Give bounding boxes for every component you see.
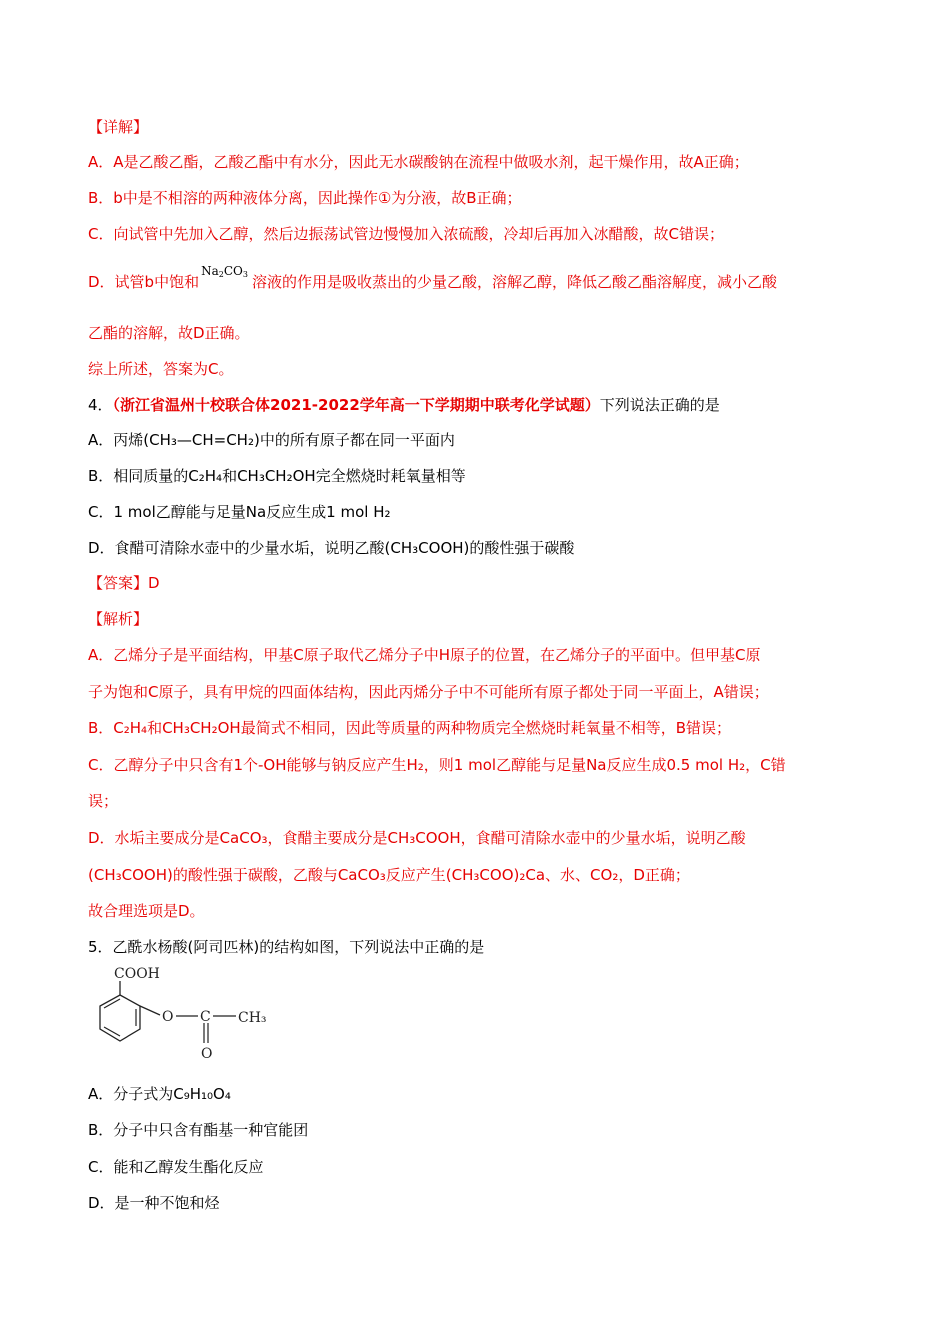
question-5-stem: 5．乙酰水杨酸(阿司匹林)的结构如图，下列说法中正确的是 [88, 938, 485, 956]
question-5-option-d: D．是一种不饱和烃 [88, 1194, 220, 1212]
benzene-double-bond-3 [104, 1027, 120, 1036]
analysis-a-line2: 子为饱和C原子，具有甲烷的四面体结构，因此丙烯分子中不可能所有原子都处于同一平面上，A错误； [88, 683, 769, 701]
detail-summary: 综上所述，答案为C。 [88, 360, 234, 378]
question-5-option-c: C．能和乙醇发生酯化反应 [88, 1158, 264, 1176]
analysis-c-line2: 误； [88, 792, 119, 810]
analysis-a-line1: A．乙烯分子是平面结构，甲基C原子取代乙烯分子中H原子的位置，在乙烯分子的平面中。但甲基C原 [88, 646, 761, 664]
benzene-ring [100, 995, 140, 1041]
analysis-d-line2: (CH₃COOH)的酸性强于碳酸，乙酸与CaCO₃反应产生(CH₃COO)₂Ca、水、CO₂，D正确； [88, 866, 690, 884]
methyl-label: CH₃ [238, 1010, 267, 1026]
question-4-option-d: D．食醋可清除水壶中的少量水垢，说明乙酸(CH₃COOH)的酸性强于碳酸 [88, 539, 575, 557]
carbonyl-oxygen-label: O [201, 1046, 213, 1062]
question-4-answer: 【答案】D [88, 574, 160, 592]
benzene-double-bond-1 [104, 999, 120, 1008]
carbonyl-carbon-label: C [200, 1009, 211, 1025]
detail-option-a: A．A是乙酸乙酯，乙酸乙酯中有水分，因此无水碳酸钠在流程中做吸水剂，起干燥作用，故A正确； [88, 153, 749, 171]
question-4-text: 下列说法正确的是 [599, 396, 720, 414]
aspirin-structure-diagram [90, 965, 280, 1065]
question-4-stem [88, 395, 720, 415]
question-4-source: （浙江省温州十校联合体2021-2022学年高一下学期期中联考化学试题） [112, 396, 600, 414]
na2co3-formula: Na2CO3 [201, 264, 248, 279]
question-5-option-b: B．分子中只含有酯基一种官能团 [88, 1121, 309, 1139]
question-4-number: 4． [88, 396, 113, 414]
detail-option-c: C．向试管中先加入乙醇，然后边振荡试管边慢慢加入浓硫酸，冷却后再加入冰醋酸，故C错误； [88, 225, 724, 243]
detail-d-suffix: 溶液的作用是吸收蒸出的少量乙酸，溶解乙醇，降低乙酸乙酯溶解度，减小乙酸 [251, 273, 777, 291]
question-4-analysis-header: 【解析】 [88, 610, 149, 628]
question-4-option-c: C．1 mol乙醇能与足量Na反应生成1 mol H₂ [88, 503, 391, 521]
ether-oxygen-label: O [162, 1009, 174, 1025]
detail-option-b: B．b中是不相溶的两种液体分离，因此操作①为分液，故B正确； [88, 189, 522, 207]
analysis-d-line1: D．水垢主要成分是CaCO₃，食醋主要成分是CH₃COOH，食醋可清除水壶中的少量水垢，说明乙酸 [88, 829, 746, 847]
detail-option-d-continued: 乙酯的溶解，故D正确。 [88, 324, 250, 342]
ring-oxygen-bond [140, 1006, 160, 1015]
cooh-label: COOH [114, 966, 160, 982]
analysis-b: B．C₂H₄和CH₃CH₂OH最简式不相同，因此等质量的两种物质完全燃烧时耗氧量不相等，B错误； [88, 719, 731, 737]
detail-d-prefix: D．试管b中饱和 [88, 273, 200, 291]
detail-option-d [88, 264, 777, 293]
detail-header: 【详解】 [88, 118, 149, 136]
analysis-conclusion: 故合理选项是D。 [88, 902, 205, 920]
question-5-option-a: A．分子式为C₉H₁₀O₄ [88, 1085, 231, 1103]
question-4-option-a: A．丙烯(CH₃—CH=CH₂)中的所有原子都在同一平面内 [88, 431, 455, 449]
question-4-option-b: B．相同质量的C₂H₄和CH₃CH₂OH完全燃烧时耗氧量相等 [88, 467, 466, 485]
analysis-c-line1: C．乙醇分子中只含有1个-OH能够与钠反应产生H₂，则1 mol乙醇能与足量Na反应生成0.5 mol H₂，C错 [88, 756, 786, 774]
